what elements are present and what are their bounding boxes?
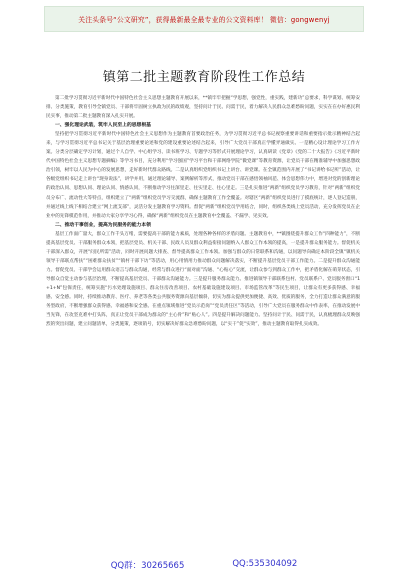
document-body — [46, 94, 360, 329]
paragraph-section-1: 坚持把学习贯彻习近平新时代中国特色社会主义思想作为主题教育首要政治任务，为学习贯彻习近平总书记视察重要讲话和重要指示批示精神结合起来，与学习贯彻习近平总书记关于基层治理重要论述和党的建设重要论述结合起来，引导广大党员干部真正学懂弄通做实。一是精心设计理论学习工作方案。分类分层确定学习计划，通过个人自学、中心组学习、读书班学习、专题学习等形式开展理论学习，认真研读《党章》《党的二十大报告》《习近平新时代中国特色社会主义思想专题摘编》等学习书目，充分利用“学习强国”学习平台和干部网络学院“微党课”等教育资源，让党员干部在精准辅导中加强思想政治引领，树牢以人民为中心的发展思想，走好新时代群众路线。二是认真组织党组织书记上讲台、讲党课。在全镇范围内开展了“书记讲给书记听”活动，让各级党组织书记走上讲台“现身说法”，讲学并用，通过理论辅导、案例解析等形式，推动党员干部在感悟领袖风范、体会思想伟力中，增进对党的创新理论的政治认同、思想认同、理论认同、情感认同，不断推动学习往深里走、往实里走、往心里走。三是扎实推进“两新”组织党员学习教育，针对“两新”组织党员分布广、流动性大等特点，组织建立了“两新”组织党员学习交流群，确保主题教育工作全覆盖。对辖区“两新”组织党员进行了摸底统计，逐人登记造册，并通过线上线下相结合建立“网上流支部”，灵活分发主题教育学习资料。督促“两新”组织党员学用结合，同时，组织各类线上党员活动，充分发挥党员在企业中的先锋模范作用，并推动大家分享学习心得，确保“两新”组织党员在主题教育中全覆盖、不漏学、见实效。 — [46, 132, 360, 219]
paragraph-section-2: 基层工作面广量大，群众工作千头万绪，需要提高干部的能力素质，处理各种各样的矛盾问题。主题教育中，**镇围绕提升群众工作“四种能力”，不断提高基层党员、干部服务群众本领，把基层党员、机关干部、民政人员及群众利益衔接问题纳入人群众工作本领的提高，一是提升群众服务能力。督促机关干部深入群众，开展“问民所需”活动，同时开展问题大排查、督导提高群众工作本领。加强与群众的日常联系和沟通，以问题导向确定本阶段全镇“镇机关领导干部联点帮扶”“困难群众扶贫”“镇村干部下访”等活动，用心用情用力推动群众问题解决落实，不断提升基层党员干部工作能力。二是提升群众沟通能力。督促党员、干部学会运用群众语言与群众沟通，经常与群众进行“面对面”沟通、“心贴心”交流，让群众参与到群众工作中，把矛盾化解在萌芽状态，引导群众自觉主动参与基层治理，不断提高基层党员、干部群众沟通能力。三是提升服务群众能力。推进镇领导干部联系包村、党员联系户、党员服务窗口“1+1+N”包保责任，统筹实施“污水处理设施项目、群众住房改善项目、农村基础设施建设项目、市场监管改革”等民生项目，让群众有更多获得感、幸福感、安全感。同时，持续推动教育、医疗、养老等各类公共服务资源向基层倾斜，切实为群众提供更加便捷、高效、优质的服务，全力打造让群众满意的服务型政府，不断增强群众获得感、幸福感和安全感。在重点领域推进“党员示范岗”“党员责任区”等活动，引导广大党员在服务群众中作表率，在推动发展中当先锋，在攻坚克难中打头阵，真正让党员干部成为群众的“主心骨”和“贴心人”。四是提升解决问题能力。坚持问计于民、问需于民，认真梳理群众反映强烈的突出问题，建立问题清单，分类施策，逐项销号，切实解决好群众急难愁盼问题，以“实干”促“实效”，推动主题教育取得扎实成效。 — [46, 231, 360, 328]
promo-banner — [44, 6, 364, 32]
page-footer — [0, 559, 408, 571]
promo-banner-text: 关注头条号“公文研究”，获得最新最全最专业的公文资料库！ 微信：gongwenyj — [78, 16, 330, 24]
document-title: 镇第二批主题教育阶段性工作总结 — [102, 70, 306, 85]
paragraph-intro: 第二批学习贯彻习近平新时代中国特色社会主义思想主题教育开展以来，**镇牢牢把握“学思想，强党性，重实践，建新功”总要求，科学谋划、统筹安排、分类施策，教育引导全镇党员、干部将牢固树立执政为民的政绩观，坚持问计于民、问需于民，着力解决人民群众急难愁盼问题，实实在在办好惠民利民实事，推动第二批主题教育深入扎实开展。 — [46, 96, 360, 120]
footer-qq: QQ:535304092 — [232, 559, 298, 569]
section-heading-2: 二、推动干事创业，提高为民服务的能力本领 — [55, 222, 151, 228]
footer-qq-group: QQ群：30265665 — [110, 561, 185, 571]
section-heading-1: 一、强化理论武装，筑牢人民至上的思想根基 — [55, 123, 151, 129]
